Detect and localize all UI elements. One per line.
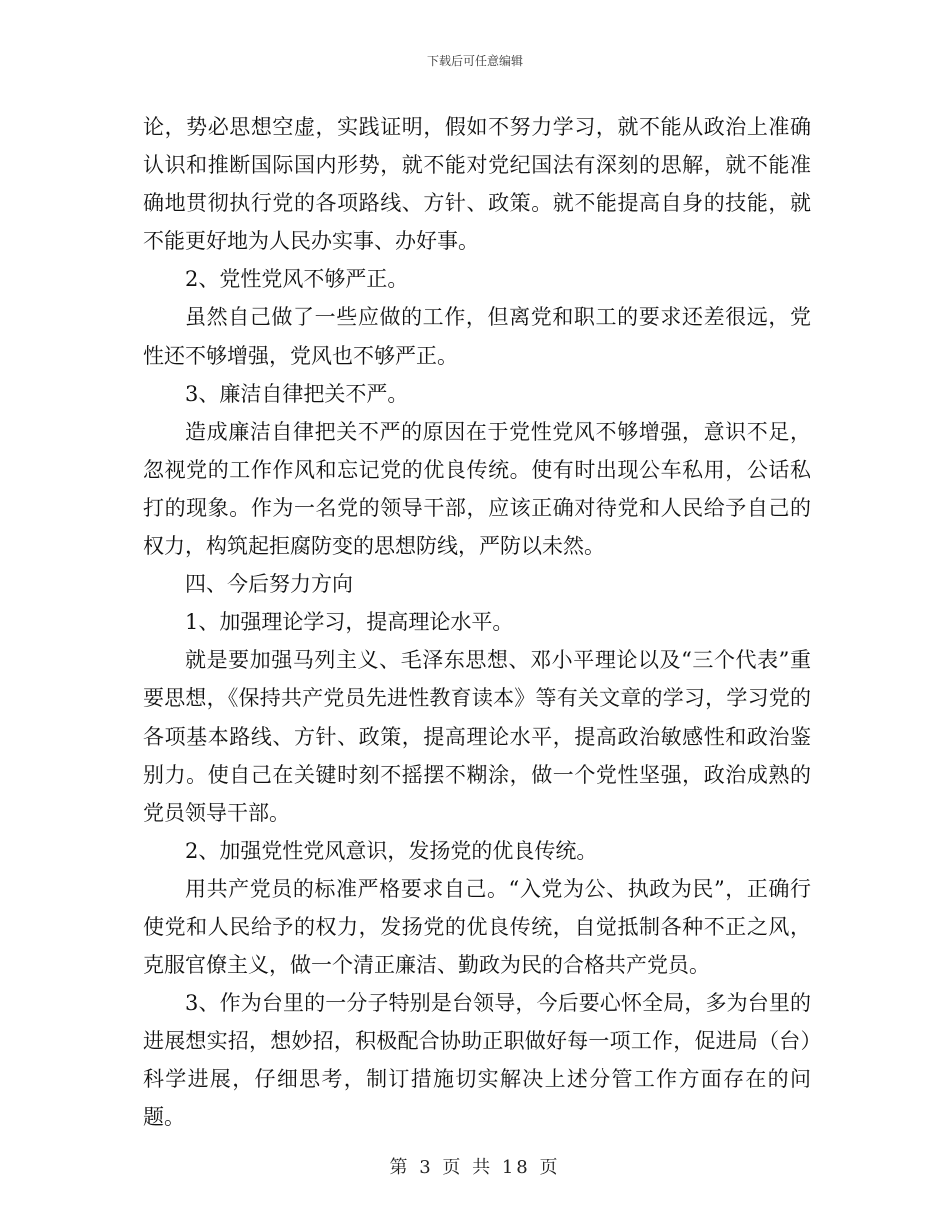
paragraph: 造成廉洁自律把关不严的原因在于党性党风不够增强，意识不足，忽视党的工作作风和忘记党的优良传统。使有时出现公车私用，公话私打的现象。作为一名党的领导干部，应该正确对待党和人民给予自己的权力，构筑起拒腐防变的思想防线，严防以未然。 xyxy=(143,419,811,559)
section-heading: 四、今后努力方向 xyxy=(185,572,353,597)
paragraph: 虽然自己做了一些应做的工作，但离党和职工的要求还差很远，党性还不够增强，党风也不够严正。 xyxy=(143,305,811,368)
paragraph: 1、加强理论学习，提高理论水平。 xyxy=(185,610,514,635)
document-body xyxy=(143,108,811,1137)
page-header: 下载后可任意编辑 xyxy=(426,54,523,68)
paragraph: 用共产党员的标准严格要求自己。“入党为公、执政为民”，正确行使党和人民给予的权力，发扬党的优良传统，自觉抵制各种不正之风，克服官僚主义，做一个清正廉洁、勤政为民的合格共产党员。 xyxy=(143,876,811,978)
paragraph: 就是要加强马列主义、毛泽东思想、邓小平理论以及“三个代表”重要思想，《保持共产党员先进性教育读本》等有关文章的学习，学习党的各项基本路线、方针、政策，提高理论水平，提高政治敏感性和政治鉴别力。使自己在关键时刻不摇摆不糊涂，做一个党性坚强，政治成熟的党员领导干部。 xyxy=(143,648,811,825)
paragraph: 3、廉洁自律把关不严。 xyxy=(185,381,409,406)
paragraph: 论，势必思想空虚，实践证明，假如不努力学习，就不能从政治上准确认识和推断国际国内形势，就不能对党纪国法有深刻的思解，就不能准确地贯彻执行党的各项路线、方针、政策。就不能提高自身的技能，就不能更好地为人民办实事、办好事。 xyxy=(143,115,811,254)
page-footer: 第 3 页 共 18 页 xyxy=(389,1157,561,1178)
paragraph: 3、作为台里的一分子特别是台领导，今后要心怀全局，多为台里的进展想实招，想妙招，积极配合协助正职做好每一项工作，促进局（台）科学进展，仔细思考，制订措施切实解决上述分管工作方面存在的问题。 xyxy=(143,991,811,1130)
paragraph: 2、党性党风不够严正。 xyxy=(185,267,409,292)
paragraph: 2、加强党性党风意识，发扬党的优良传统。 xyxy=(185,838,598,863)
